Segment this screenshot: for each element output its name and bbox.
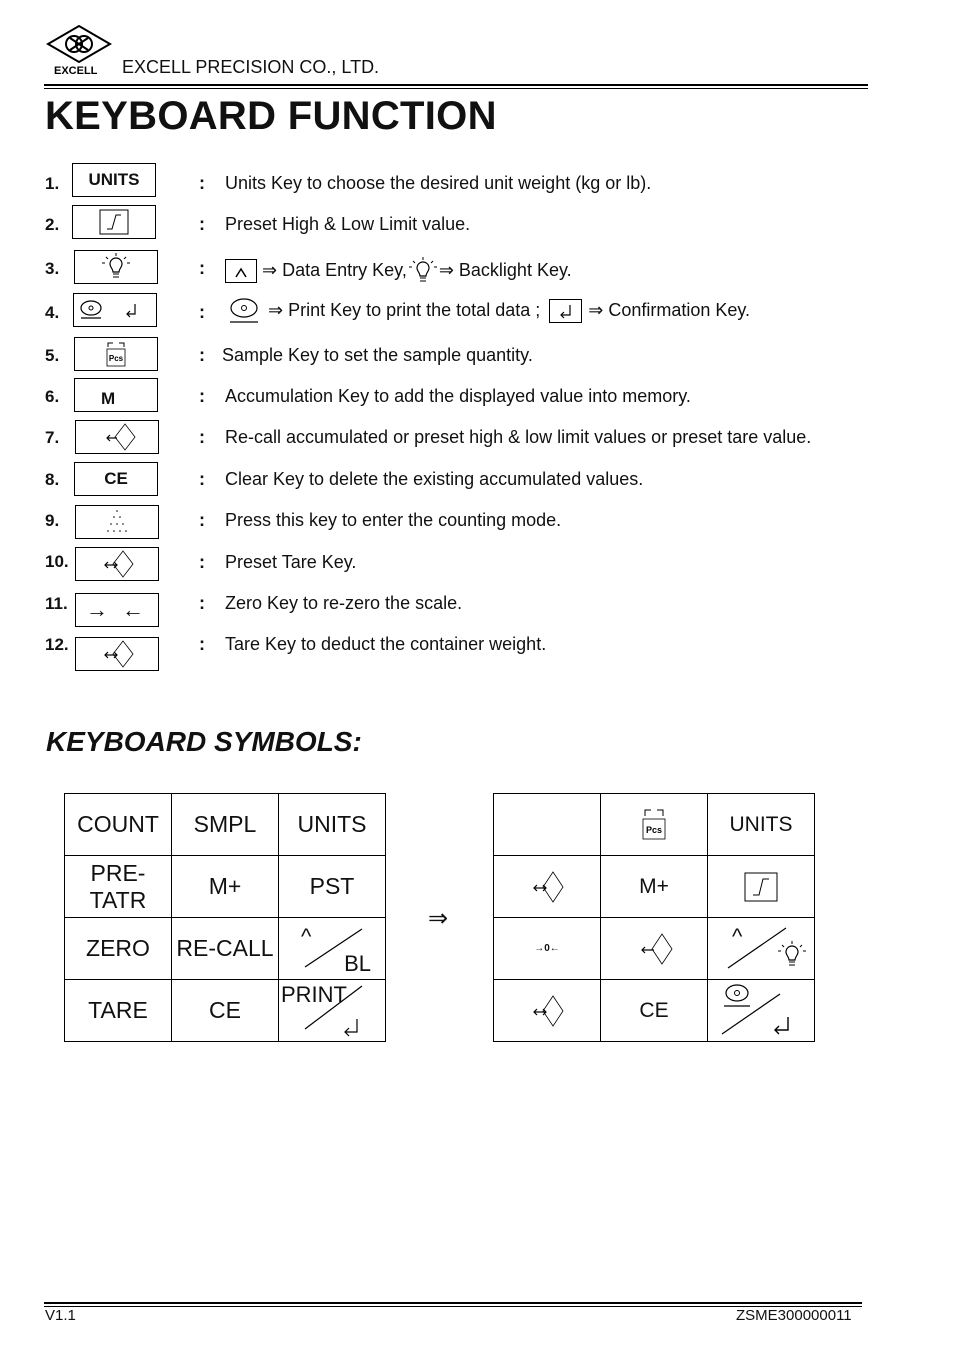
symbols-table-icons — [493, 793, 815, 1042]
bl-label: BL — [344, 951, 371, 976]
function-description: Preset Tare Key. — [225, 552, 357, 572]
symbol-cell-zero: →0← — [494, 918, 601, 980]
symbols-title: KEYBOARD SYMBOLS: — [46, 726, 362, 757]
symbol-cell: M+ — [172, 856, 279, 918]
tare-key — [75, 637, 159, 671]
function-number: 9. — [45, 511, 60, 530]
function-number: 7. — [45, 428, 60, 447]
function-description — [225, 298, 750, 324]
print-icon — [228, 298, 260, 324]
caret-key-icon — [225, 259, 257, 283]
lightbulb-icon — [407, 256, 439, 286]
colon: : — [199, 593, 205, 613]
recall-icon — [634, 932, 674, 966]
symbol-cell-tare — [494, 980, 601, 1042]
units-key: UNITS — [72, 163, 156, 197]
function-description: Units Key to choose the desired unit weight (kg or lb). — [225, 173, 652, 193]
preset-limit-key — [72, 205, 156, 239]
symbol-cell-limit — [708, 856, 815, 918]
clear-key: CE — [74, 462, 158, 496]
function-number: 10. — [45, 552, 69, 571]
function-description — [225, 256, 572, 286]
page-title: KEYBOARD FUNCTION — [45, 94, 497, 138]
function-number: 3. — [45, 259, 60, 278]
colon: : — [199, 214, 205, 234]
symbol-cell: COUNT — [65, 794, 172, 856]
preset-tare-icon — [527, 870, 567, 904]
recall-icon — [97, 422, 137, 452]
caret-label: ^ — [732, 924, 743, 949]
backlight-text: ⇒ Backlight Key. — [438, 259, 572, 280]
colon: : — [199, 258, 205, 278]
symbol-cell-pcs — [601, 794, 708, 856]
header-rule — [44, 84, 868, 86]
count-key — [75, 505, 159, 539]
function-number: 8. — [45, 470, 60, 489]
conversion-arrow: ⇒ — [428, 905, 449, 932]
colon: : — [199, 552, 205, 572]
function-description: Tare Key to deduct the container weight. — [225, 634, 547, 654]
colon: : — [199, 427, 205, 447]
function-description: Accumulation Key to add the displayed value into memory. — [225, 386, 691, 406]
lightbulb-icon — [96, 252, 136, 282]
symbol-cell-recall — [601, 918, 708, 980]
function-number: 1. — [45, 174, 60, 193]
symbol-cell-empty — [494, 794, 601, 856]
logo-text: EXCELL — [54, 65, 98, 77]
print-icon — [80, 300, 102, 320]
tare-icon — [527, 994, 567, 1028]
data-entry-backlight-key — [74, 250, 158, 284]
function-description: Preset High & Low Limit value. — [225, 214, 471, 234]
symbol-cell: RE-CALL — [172, 918, 279, 980]
preset-tare-key — [75, 547, 159, 581]
footer-rule — [44, 1302, 862, 1304]
colon: : — [199, 386, 205, 406]
caret-label: ^ — [301, 924, 312, 949]
colon: : — [199, 510, 205, 530]
colon: : — [199, 634, 205, 654]
enter-key-icon — [549, 299, 582, 323]
document-id: ZSME300000011 — [736, 1307, 852, 1324]
symbol-cell-print-enter — [279, 980, 386, 1042]
colon: : — [199, 469, 205, 489]
symbol-cell-caret-bl — [279, 918, 386, 980]
function-description: Sample Key to set the sample quantity. — [222, 345, 533, 365]
sample-key — [74, 337, 158, 371]
data-entry-text: ⇒ Data Entry Key, — [262, 259, 407, 280]
function-description: Press this key to enter the counting mode. — [225, 510, 562, 530]
zero-key: → ← — [75, 593, 159, 627]
symbol-cell: UNITS — [279, 794, 386, 856]
limit-icon — [744, 872, 778, 902]
enter-icon — [124, 302, 138, 318]
function-number: 11. — [45, 594, 68, 613]
colon: : — [199, 173, 205, 193]
print-enter-icon — [708, 980, 814, 1041]
symbol-cell: PRE-TATR — [65, 856, 172, 918]
function-number: 6. — [45, 387, 60, 406]
symbol-cell: TARE — [65, 980, 172, 1042]
header-rule-thin — [44, 88, 868, 89]
symbol-cell-print-enter — [708, 980, 815, 1042]
symbol-cell: CE — [601, 980, 708, 1042]
confirm-text: ⇒ Confirmation Key. — [588, 299, 751, 320]
pcs-icon — [104, 340, 128, 368]
symbol-cell-preset-tare — [494, 856, 601, 918]
colon: : — [199, 302, 205, 322]
tare-icon — [97, 639, 137, 669]
function-description: Clear Key to delete the existing accumulated values. — [225, 469, 644, 489]
print-text: ⇒ Print Key to print the total data ; — [268, 299, 541, 320]
pcs-icon — [639, 805, 669, 845]
excell-logo — [46, 24, 112, 78]
symbol-cell: SMPL — [172, 794, 279, 856]
accumulation-key: M — [74, 378, 158, 412]
preset-tare-icon — [97, 549, 137, 579]
limit-icon — [99, 209, 129, 235]
symbol-cell: ZERO — [65, 918, 172, 980]
symbol-cell: PST — [279, 856, 386, 918]
colon: : — [199, 345, 205, 365]
caret-lightbulb-icon — [708, 918, 814, 979]
print-label: PRINT — [281, 982, 347, 1007]
print-enter-key — [73, 293, 157, 327]
symbol-cell-caret-bulb — [708, 918, 815, 980]
recall-key — [75, 420, 159, 454]
function-number: 2. — [45, 215, 60, 234]
symbol-cell: CE — [172, 980, 279, 1042]
function-description: Zero Key to re-zero the scale. — [225, 593, 463, 613]
count-dots-icon — [102, 507, 132, 537]
pcs-label: Pcs — [645, 824, 663, 835]
function-number: 5. — [45, 346, 60, 365]
function-description: Re-call accumulated or preset high & low limit values or preset tare value. — [225, 427, 812, 447]
function-number: 12. — [45, 635, 69, 654]
function-number: 4. — [45, 303, 60, 322]
symbol-cell: M+ — [601, 856, 708, 918]
symbol-cell: UNITS — [708, 794, 815, 856]
pcs-label: Pcs — [108, 354, 124, 363]
company-name: EXCELL PRECISION CO., LTD. — [122, 57, 380, 77]
symbols-table-text — [64, 793, 386, 1042]
version: V1.1 — [45, 1307, 76, 1324]
